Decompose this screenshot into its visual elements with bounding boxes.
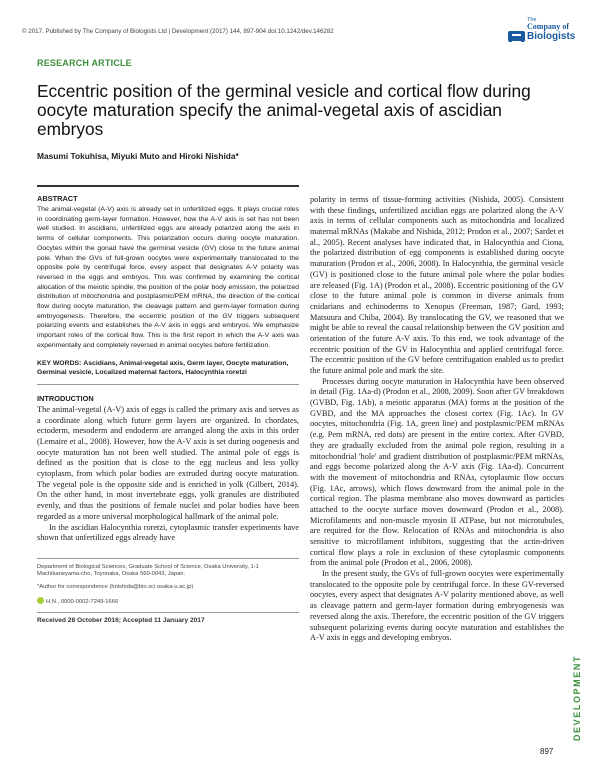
footnotes [37,564,299,606]
logo-line-2: Company of [527,22,570,31]
affiliation: Department of Biological Sciences, Graduate School of Science, Osaka University, 1-1 Machikaneyama-cho, Toyonaka, Osaka 560-0043, Japan. [37,563,259,578]
journal-side-label [570,628,584,768]
logo-line-3: Biologists [527,31,576,42]
footnote-rule [37,558,299,559]
side-label-text: DEVELOPMENT [572,654,582,742]
logo-line-1: The [527,17,537,23]
author-list: Masumi Tokuhisa, Miyuki Muto and Hiroki Nishida* [37,151,239,161]
intro-paragraph-2: In the ascidian Halocynthia roretzi, cytoplasmic transfer experiments have shown that unfertilized eggs already have [37,522,299,543]
left-column [37,185,299,624]
right-column-body [310,195,564,644]
abstract-text: The animal-vegetal (A-V) axis is already set in unfertilized eggs. It plays crucial roles in coordinating germ-layer formation. However, how the A-V axis is set has not been well studied. In ascidians, unfertilized eggs are already polarized along the axis in terms of cellular components. This polarization occurs during oocyte maturation. Oocytes within the gonad have the germinal vesicle (GV) close to the future animal pole. When the GVs of full-grown oocytes were experimentally translocated to the opposite pole by centrifugal force, every aspect that designates A-V polarity was reversed in the eggs and embryos. This was confirmed by examining the cortical allocation of the meiotic spindle, the position of the polar body emission, the polarized distribution of mitochondria and postplasmic/PEM mRNA, the direction of the cortical flow during oocyte maturation, the cleavage pattern and germ-layer formation during embryogenesis. Therefore, the eccentric position of the GV triggers subsequent polarizing events and establishes the A-V axis in eggs and embryos. We emphasize important roles of the cortical flow. This is the first report in which the A-V axis was experimentally and completely reversed in animal oocytes before fertilization. [37,206,299,349]
citation-header: © 2017. Published by The Company of Biologists Ltd | Development (2017) 144, 897-904 doi:10.1242/dev.146282 [22,28,334,35]
abstract-top-rule [37,185,299,187]
keywords [37,359,299,378]
page-number: 897 [540,747,554,756]
correspondence: *Author for correspondence (hnishida@bio.sci.osaka-u.ac.jp) [37,584,194,591]
right-paragraph-1: polarity in terms of tissue-forming activities (Nishida, 2005). Consistent with these findings, unfertilized ascidian eggs are polarized along the A-V axis in terms of cellular components such as mitochondria and localized maternal mRNAs (Makabe and Nishida, 2012; Prodon et al., 2007; Sardet et al., 2005). Recent analyses have indicated that, in Halocynthia and Ciona, the polarized distribution of egg components is established during oocyte maturation (Prodon et al., 2006, 2008). In Halocynthia, the germinal vesicle (GV) is positioned close to the future animal pole where the polar bodies are released (Fig. 1A) (Prodon et al., 2008). Eccentric positioning of the GV close to the future animal pole is common in diverse animals from cnidarians and echinoderms to Xenopus (Freeman, 1987; Gard, 1993; Matsuura and Chiba, 2004). By translocating the GV, we reasoned that we might be able to reveal the causal relationship between the GV position and orientation of the future A-V axis. To this end, we took advantage of the eccentric position of the GV in Halocynthia and applied centrifugal force. The eccentric position of the GV before centrifugation enabled us to predict the future animal pole and mark the site. [310,195,564,375]
received-rule [37,612,299,613]
orcid-icon [37,597,44,604]
orcid-text: H.N., 0000-0002-7249-1666 [46,598,119,605]
intro-paragraph-1: The animal-vegetal (A-V) axis of eggs is called the primary axis and serves as a coordinate along which future germ layers are organized. In chordates, ectoderm, mesoderm and endoderm are arranged along the axis in this order (Lemaire et al., 2008). However, how the A-V axis is set during oogenesis and oocyte maturation has not been well studied. The animal pole of eggs is defined as the position that is close to the egg nucleus and less yolky cytoplasm, from which polar bodies are extruded during oocyte maturation. The vegetal pole is the opposite side and is enriched in yolk (Gilbert, 2014). On the other hand, in most invertebrate eggs, yolk granules are distributed evenly, and thus the positions of female nuclei and polar bodies have been regarded as a more universal morphological hallmark of the animal pole. [37,404,299,521]
right-paragraph-3: In the present study, the GVs of full-grown oocytes were experimentally translocated to the opposite pole by centrifugal force. In these GV-reversed oocytes, every aspect that designates A-V polarity mentioned above, as well as cleavage pattern and germ-layer formation during embryogenesis was reversed along the axis. Therefore, the eccentric position of the GV triggers subsequent polarizing events during oocyte maturation and establishes the A-V axis in eggs and developing embryos. [310,569,564,643]
article-title: Eccentric position of the germinal vesicle and cortical flow during oocyte maturation specify the animal-vegetal axis of ascidian embryos [37,81,531,140]
intro-rule [37,384,299,385]
abstract-heading: ABSTRACT [37,194,78,203]
right-paragraph-2: Processes during oocyte maturation in Halocynthia have been observed in detail (Fig. 1Aa-d) (Prodon et al., 2008, 2009). Soon after GV breakdown (GVBD, Fig. 1Ab), a meiotic apparatus (MA) forms at the position of the GVBD, and the MA approaches the closest cortex (Fig. 1Ac). In GV oocytes, mitochondria (Fig. 1A, green line) and postplasmic/PEM mRNAs (e.g. Pem mRNA, red dots) are present in the entire cortex. After GVBD, they are gradually excluded from the animal pole region, resulting in a mitochondrial 'hole' and gradient distribution of postplasmic/PEM mRNAs, and eggs become polarized along the A-V axis (Fig. 1Aa-d). Concurrent with the movement of mitochondria and RNAs, cytoplasmic flow occurs (Fig. 1Ac, arrows), which flows downward from the animal pole in the cortical region. The plasma membrane also moves downward as particles attached to the oocyte surface moves downward (Prodon et al., 2008). Microfilaments and non-muscle myosin II ATPase, but not microtubules, are required for the flow. Relocation of RNAs and mitochondria is also sensitive to microfilament inhibitors, suggesting that the actin-driven cortical flow plays a role in exclusion of these cytoplasmic components from the animal pole (Prodon et al., 2006, 2008). [310,376,564,568]
right-column [310,195,564,644]
introduction-body [37,405,299,544]
article-type: RESEARCH ARTICLE [37,58,132,68]
publisher-logo [508,17,580,43]
introduction-heading: INTRODUCTION [37,393,94,403]
orcid [37,597,299,607]
received-date: Received 28 October 2016; Accepted 11 January 2017 [37,617,205,625]
keywords-text: Ascidians, Animal-vegetal axis, Germ layer, Oocyte maturation, Germinal vesicle, Localized maternal factors, Halocynthia roretzi [37,359,289,377]
keywords-label: KEY WORDS: [37,359,82,367]
logo-badge-icon [508,31,525,42]
